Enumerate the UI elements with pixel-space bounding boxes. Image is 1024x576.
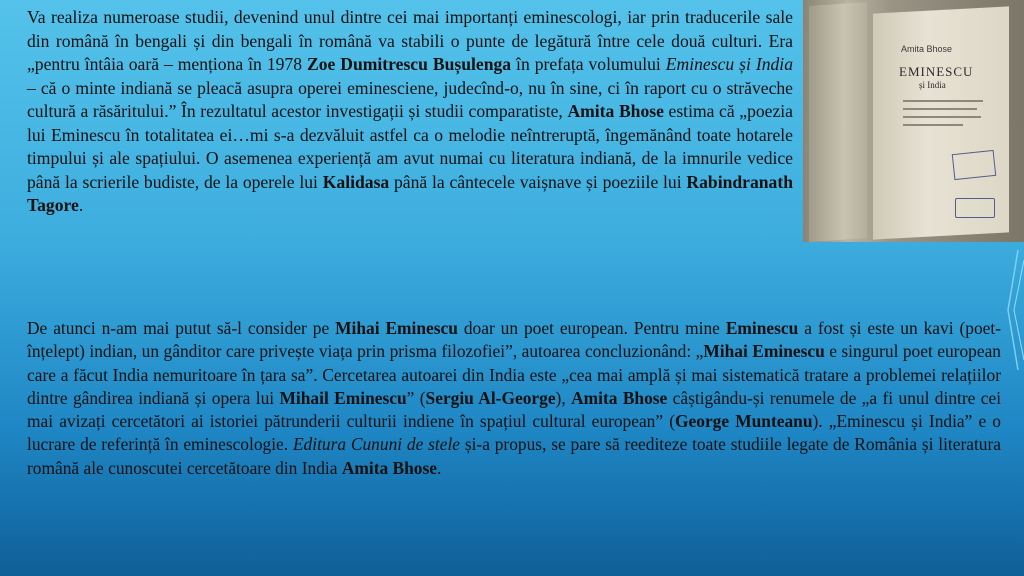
library-stamp: [952, 150, 996, 180]
text-span: în prefața volumului: [511, 54, 666, 74]
book-author: Amita Bhose: [901, 44, 953, 54]
name-george-munteanu: George Munteanu: [675, 411, 813, 432]
fine-print-line: [903, 124, 963, 126]
name-amita-bhose: Amita Bhose: [341, 457, 437, 478]
paragraph-eminescu-india: [27, 317, 1001, 480]
text-span: și-a propus, se pare să reediteze toate studiile legate de România și literatura română ale cunoscutei cercetătoare din India: [27, 434, 1002, 478]
fine-print-line: [903, 116, 981, 118]
slide-chevron-decoration: [1004, 250, 1024, 370]
book-subtitle: și India: [919, 80, 946, 90]
text-span: .: [436, 457, 442, 478]
book-title-italic: Eminescu și India: [665, 54, 793, 74]
name-kalidasa: Kalidasa: [322, 171, 390, 192]
publisher-name-italic: Editura Cununi de stele: [292, 434, 465, 455]
publisher-logo: [955, 198, 995, 218]
book-photo: [803, 0, 1024, 242]
text-span: .: [78, 195, 84, 215]
name-eminescu: Eminescu: [725, 318, 799, 338]
text-span: e singurul poet european care a făcut India nemuritoare în țara sa”. Cercetarea autoarei din India este „cea mai amplă și mai sistematică tratare a problemei relațiilor dintre gândirea indiană și opera lui: [27, 341, 1001, 408]
paragraph-amita-bhose-studies: [27, 6, 793, 218]
name-mihai-eminescu: Mihai Eminescu: [335, 318, 458, 338]
text-span: De atunci n-am mai putut să-l consider pe: [27, 318, 336, 338]
text-span: câștigându-și renumele de „a fi unul dintre cei mai avizați cercetători ai istoriei pătrunderii culturii indiene în spațiul cultural european” (: [27, 387, 1002, 432]
name-mihai-eminescu: Mihai Eminescu: [703, 341, 825, 362]
text-span: – că o minte indiană se pleacă asupra operei eminesciene, judecînd-o, nu în sine, ci în raport cu o străveche cultură a răsăritului.” În rezultatul acestor investigații și studii comparatiste,: [27, 77, 793, 121]
text-span: Va realiza numeroase studii, devenind unul dintre cei mai importanți eminescologi, iar prin traducerile sale din română în bengali și din bengali în română va stabili o punte de legătură între cele două culturi. Era „pentru întâia oară – menționa în 1978: [27, 7, 793, 74]
text-span: doar un poet european. Pentru mine: [457, 318, 726, 338]
name-amita-bhose: Amita Bhose: [571, 387, 668, 408]
text-span: ),: [555, 387, 572, 408]
name-tagore: Rabindranath Tagore: [27, 171, 793, 215]
book-left-page: [809, 2, 867, 242]
text-span: până la cântecele vaișnave și poeziile lui: [389, 171, 687, 192]
name-sergiu-al-george: Sergiu Al-George: [425, 387, 556, 408]
text-span: estima că „poezia lui Eminescu în totalitatea ei…mi s-a dezvăluit astfel ca o melodie neîntreruptă, îngemănând toate hotarele timpului și ale spațiului. O asemenea experiență am avut numai cu literatura indiană, de la imnurile vedice până la scrierile budiste, de la operele lui: [27, 101, 793, 192]
name-zoe-dumitrescu: Zoe Dumitrescu Bușulenga: [306, 54, 512, 74]
name-mihail-eminescu: Mihail Eminescu: [279, 387, 407, 408]
text-span: a fost și este un kavi (poet-înțelept) indian, un gânditor care privește viața prin prisma filozofiei”, autoarea concluzionând: „: [27, 318, 1001, 362]
fine-print-line: [903, 108, 977, 110]
text-span: ). „Eminescu și India” e o lucrare de referință în eminescologie.: [27, 411, 1001, 455]
name-amita-bhose: Amita Bhose: [567, 101, 664, 121]
book-title: EMINESCU: [899, 64, 974, 79]
fine-print-line: [903, 100, 983, 102]
text-span: ” (: [406, 387, 426, 408]
